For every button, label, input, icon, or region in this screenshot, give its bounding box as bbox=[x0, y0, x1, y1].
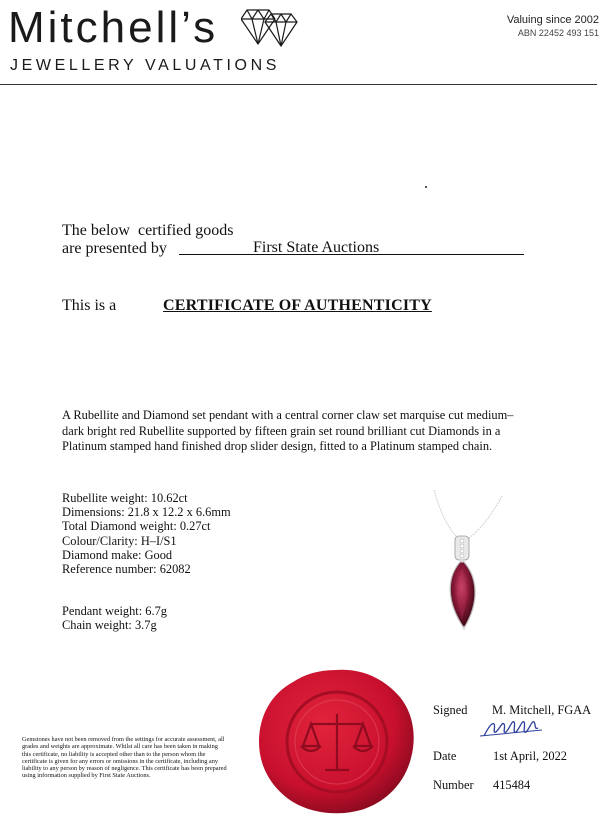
presented-line-1: The below certified goods bbox=[62, 222, 234, 239]
stray-mark bbox=[425, 186, 427, 188]
certificate-title: CERTIFICATE OF AUTHENTICITY bbox=[163, 297, 432, 314]
spec-item: Diamond make: Good bbox=[62, 547, 173, 562]
abn-number: ABN 22452 493 151 bbox=[517, 28, 599, 38]
certificate-prefix: This is a bbox=[62, 297, 117, 314]
pendant-photo bbox=[420, 488, 520, 638]
spec-item: Reference number: 62082 bbox=[62, 562, 191, 577]
signature-mark bbox=[478, 716, 548, 740]
header-divider bbox=[0, 84, 597, 85]
spec-item: Total Diamond weight: 0.27ct bbox=[62, 519, 211, 534]
wax-seal-icon bbox=[253, 666, 419, 816]
spec-item: Dimensions: 21.8 x 12.2 x 6.6mm bbox=[62, 505, 231, 520]
presented-line-2: are presented by bbox=[62, 240, 167, 257]
diamond-logo-icon bbox=[241, 4, 303, 50]
tagline: Valuing since 2002 bbox=[506, 14, 599, 26]
weight-item: Pendant weight: 6.7g bbox=[62, 604, 167, 618]
weights-list bbox=[62, 604, 167, 632]
weight-item: Chain weight: 3.7g bbox=[62, 618, 157, 633]
spec-item: Colour/Clarity: H–I/S1 bbox=[62, 533, 177, 548]
signed-value: M. Mitchell, FGAA bbox=[492, 703, 592, 717]
brand-logo-text: Mitchell’s bbox=[8, 3, 219, 52]
brand-subtitle: JEWELLERY VALUATIONS bbox=[10, 57, 280, 74]
number-label: Number bbox=[433, 778, 474, 792]
item-description: A Rubellite and Diamond set pendant with a central corner claw set marquise cut medium–dark bright red Rubellite supported by fifteen grain set round brilliant cut Diamonds in a Platinum stamped hand finished drop slider design, fitted to a Platinum stamped chain. bbox=[62, 408, 514, 453]
date-value: 1st April, 2022 bbox=[493, 749, 568, 763]
signed-label: Signed bbox=[433, 703, 468, 717]
specs-list bbox=[62, 491, 231, 576]
certificate-number: 415484 bbox=[493, 778, 531, 792]
spec-item: Rubellite weight: 10.62ct bbox=[62, 491, 188, 505]
presenter-name: First State Auctions bbox=[253, 239, 380, 256]
date-label: Date bbox=[433, 749, 457, 763]
disclaimer-text: Gemstones have not been removed from the settings for accurate assessment, all grades and weights are approximate. Whilst all care has been taken in making this certificate, no liability is accepted other than to the person whom the certificate is given for any errors or omissions in the certificate, including any liability to any person by reason of negligence. This certificate has been prepared using information supplied by First State Auctions. bbox=[22, 736, 227, 780]
